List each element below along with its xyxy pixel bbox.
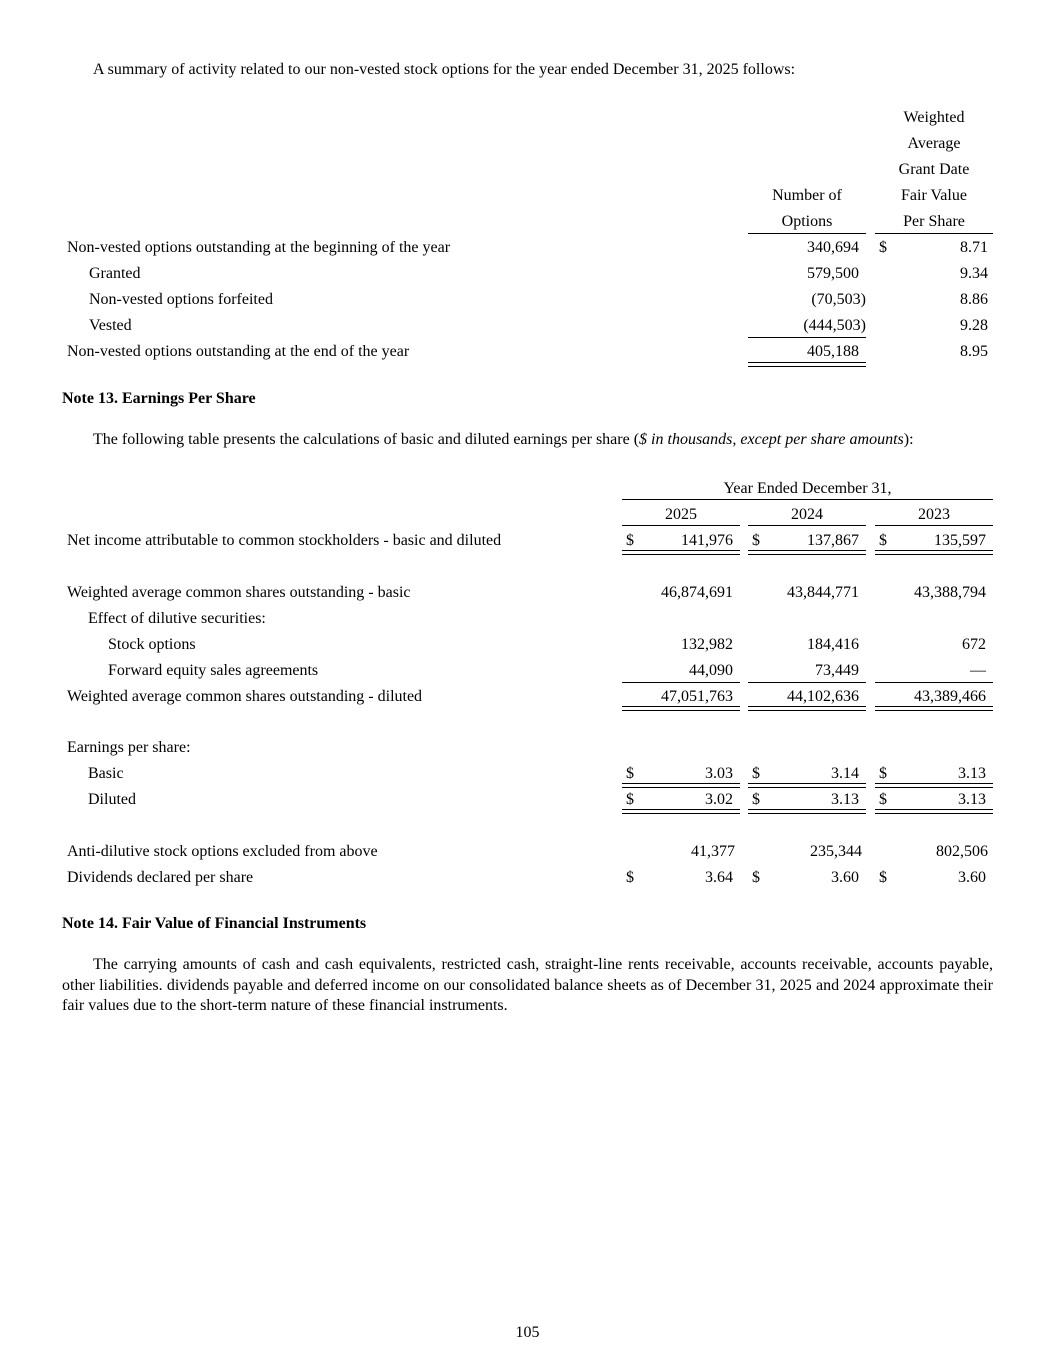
options-row-value: 9.28 [960, 317, 988, 334]
header-underline-value [875, 233, 993, 234]
options-row-label: Vested [89, 317, 132, 334]
note13-intro-text: The following table presents the calculations of basic and diluted earnings per share ( [93, 431, 640, 448]
page-number: 105 [515, 1324, 540, 1341]
options-row-dollar: $ [879, 239, 887, 256]
dollar-sign: $ [752, 791, 760, 808]
options-row-label: Non-vested options outstanding at the beginning of the year [67, 239, 451, 256]
col-header-options-line1: Number of [772, 187, 842, 204]
subtotal-underline [875, 682, 993, 683]
note13-intro-end: ): [903, 431, 914, 448]
eps-cell: 3.13 [831, 791, 859, 808]
options-row-label: Non-vested options forfeited [89, 291, 273, 308]
eps-cell: 135,597 [934, 532, 986, 549]
eps-cell: — [970, 662, 986, 679]
eps-cell: 3.13 [958, 765, 986, 782]
year-header: 2023 [918, 506, 950, 523]
double-underline [875, 809, 993, 814]
double-underline [622, 706, 740, 711]
col-header-options-line2: Options [781, 213, 833, 230]
dollar-sign: $ [626, 869, 634, 886]
options-row-count: 579,500 [807, 265, 859, 282]
eps-row-label: Weighted average common shares outstanding - basic [67, 584, 411, 601]
options-row-value: 8.71 [960, 239, 988, 256]
note13-intro-italic: $ in thousands, except per share amounts [639, 431, 904, 448]
eps-row-label: Forward equity sales agreements [108, 662, 319, 679]
note13-heading: Note 13. Earnings Per Share [62, 390, 256, 407]
eps-cell: 43,389,466 [914, 688, 986, 705]
eps-cell: 44,090 [689, 662, 733, 679]
total-double-underline [748, 362, 866, 367]
eps-cell: 3.02 [705, 791, 733, 808]
options-row-count: 340,694 [807, 239, 859, 256]
options-row-value: 8.95 [960, 343, 988, 360]
year-underline [622, 525, 740, 526]
year-header: 2025 [665, 506, 697, 523]
dollar-sign: $ [879, 532, 887, 549]
group-header-underline [622, 499, 993, 500]
double-underline [622, 783, 740, 788]
subtotal-underline [622, 682, 740, 683]
eps-cell: 3.64 [705, 869, 733, 886]
eps-row-label: Anti-dilutive stock options excluded from above [67, 843, 378, 860]
dollar-sign: $ [752, 765, 760, 782]
eps-cell: 3.60 [831, 869, 859, 886]
intro-text: A summary of activity related to our non-vested stock options for the year ended December 31, 2025 follows: [93, 61, 796, 78]
options-row-label: Non-vested options outstanding at the end of the year [67, 343, 410, 360]
year-header: 2024 [791, 506, 823, 523]
eps-row-label: Diluted [88, 791, 136, 808]
eps-row-label: Basic [88, 765, 124, 782]
eps-row-label: Effect of dilutive securities: [88, 610, 266, 627]
options-row-count: 405,188 [807, 343, 859, 360]
double-underline [622, 809, 740, 814]
note13-intro [93, 431, 914, 449]
eps-row-label: Dividends declared per share [67, 869, 254, 886]
eps-row-label: Weighted average common shares outstanding - diluted [67, 688, 423, 705]
year-underline [748, 525, 866, 526]
dollar-sign: $ [626, 791, 634, 808]
dollar-sign: $ [879, 869, 887, 886]
subtotal-underline [748, 682, 866, 683]
eps-cell: 3.13 [958, 791, 986, 808]
double-underline [748, 706, 866, 711]
eps-row-label: Earnings per share: [67, 739, 191, 756]
eps-cell: 43,844,771 [787, 584, 859, 601]
col-header-value-line4: Fair Value [901, 187, 967, 204]
subtotal-underline [748, 337, 866, 338]
options-row-value: 9.34 [960, 265, 988, 282]
eps-cell: 3.03 [705, 765, 733, 782]
eps-row-label: Net income attributable to common stockholders - basic and diluted [67, 532, 502, 549]
year-underline [875, 525, 993, 526]
header-underline-options [748, 233, 866, 234]
eps-cell: 44,102,636 [787, 688, 859, 705]
eps-cell: 802,506 [936, 843, 988, 860]
eps-row-label: Stock options [108, 636, 196, 653]
eps-cell: 235,344 [810, 843, 862, 860]
double-underline [622, 550, 740, 555]
eps-cell: 141,976 [681, 532, 733, 549]
dollar-sign: $ [752, 532, 760, 549]
double-underline [875, 550, 993, 555]
double-underline [748, 783, 866, 788]
note14-paragraph: The carrying amounts of cash and cash equivalents, restricted cash, straight-line rents receivable, accounts receivable, accounts payable, other liabilities. dividends payable and deferred income on our consolidated balance sheets as of December 31, 2025 and 2024 approximate their fair values due to the short-term nature of these financial instruments. [62, 956, 993, 1014]
eps-cell: 184,416 [807, 636, 859, 653]
col-header-value-line1: Weighted [903, 109, 965, 126]
options-row-label: Granted [89, 265, 141, 282]
double-underline [748, 550, 866, 555]
eps-cell: 47,051,763 [661, 688, 733, 705]
eps-cell: 137,867 [807, 532, 859, 549]
options-row-count: (70,503) [811, 291, 866, 308]
eps-cell: 41,377 [691, 843, 735, 860]
col-header-value-line5: Per Share [903, 213, 965, 230]
options-row-value: 8.86 [960, 291, 988, 308]
eps-cell: 132,982 [681, 636, 733, 653]
eps-cell: 672 [962, 636, 986, 653]
dollar-sign: $ [626, 765, 634, 782]
note14-heading: Note 14. Fair Value of Financial Instruments [62, 915, 367, 932]
eps-cell: 3.60 [958, 869, 986, 886]
dollar-sign: $ [879, 765, 887, 782]
options-row-count: (444,503) [803, 317, 866, 334]
eps-cell: 73,449 [815, 662, 859, 679]
double-underline [875, 783, 993, 788]
double-underline [875, 706, 993, 711]
eps-cell: 46,874,691 [661, 584, 733, 601]
eps-cell: 3.14 [831, 765, 859, 782]
eps-group-header: Year Ended December 31, [723, 480, 892, 497]
double-underline [748, 809, 866, 814]
col-header-value-line3: Grant Date [898, 161, 970, 178]
dollar-sign: $ [752, 869, 760, 886]
dollar-sign: $ [626, 532, 634, 549]
col-header-value-line2: Average [907, 135, 961, 152]
dollar-sign: $ [879, 791, 887, 808]
eps-cell: 43,388,794 [914, 584, 986, 601]
